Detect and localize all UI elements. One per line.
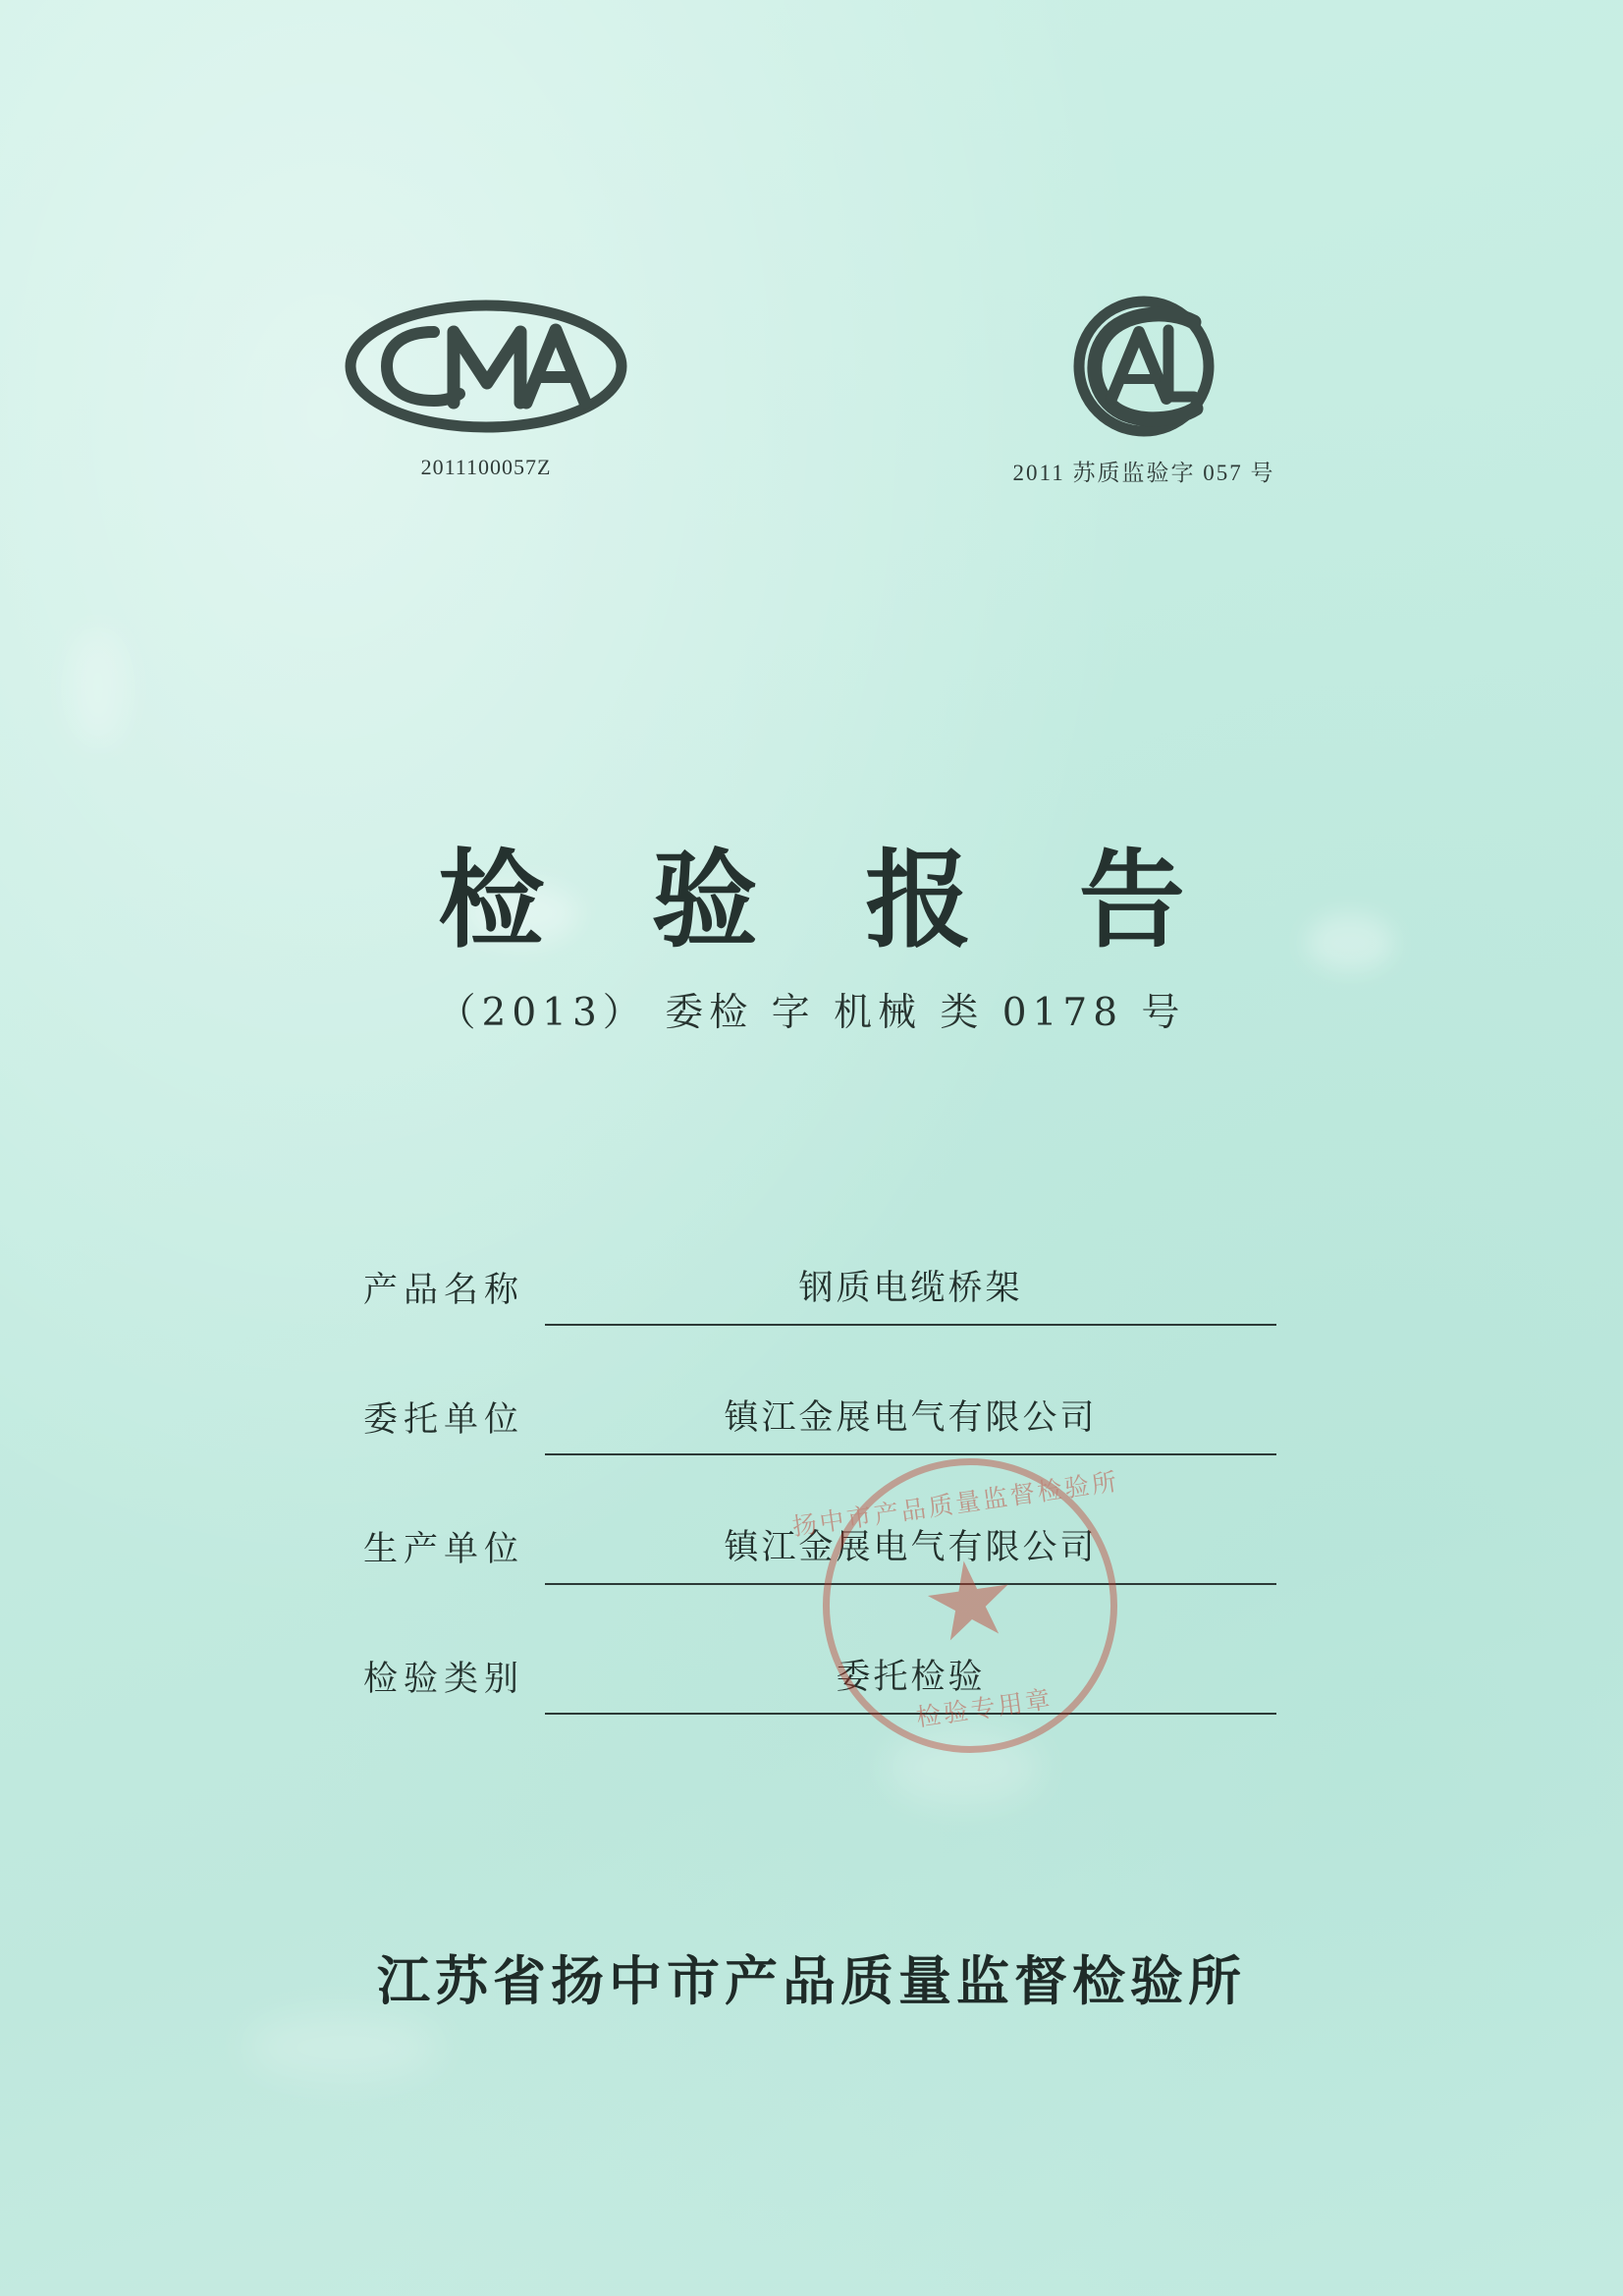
field-row	[363, 1636, 1276, 1766]
field-label-inspection-type: 检验类别	[363, 1660, 525, 1699]
field-underline	[545, 1324, 1276, 1326]
cma-mark-icon	[324, 285, 648, 447]
field-value-inspection-type: 委托检验	[836, 1658, 986, 1697]
cal-mark-icon	[982, 285, 1306, 447]
field-row	[363, 1506, 1276, 1636]
paper-blotch	[69, 629, 128, 746]
field-value-client-unit: 镇江金展电气有限公司	[724, 1398, 1098, 1438]
seal-top-text-label: 扬中市产品质量监督检验所	[790, 1468, 1121, 1542]
report-number: （2013） 委检 字 机械 类 0178 号	[437, 991, 1186, 1035]
field-row	[363, 1247, 1276, 1377]
field-underline	[545, 1713, 1276, 1715]
issuing-institute: 江苏省扬中市产品质量监督检验所	[377, 1949, 1246, 2012]
field-value-manufacturer: 镇江金展电气有限公司	[724, 1528, 1098, 1567]
page-title: 检 验 报 告	[438, 839, 1220, 962]
field-list	[363, 1247, 1276, 1766]
cal-mark-code: 2011 苏质监验字 057 号	[1012, 461, 1275, 485]
cma-mark-block	[324, 285, 648, 480]
field-row	[363, 1377, 1276, 1506]
paper-blotch	[245, 2013, 442, 2082]
accreditation-marks	[0, 285, 1623, 540]
field-underline	[545, 1583, 1276, 1585]
field-underline	[545, 1453, 1276, 1455]
field-label-product-name: 产品名称	[363, 1271, 525, 1310]
cal-mark-block	[982, 285, 1306, 487]
seal-bottom-text-label: 检验专用章	[914, 1686, 1055, 1732]
field-value-product-name: 钢质电缆桥架	[798, 1269, 1023, 1308]
field-label-client-unit: 委托单位	[363, 1400, 525, 1440]
field-label-manufacturer: 生产单位	[363, 1530, 525, 1569]
cma-mark-code: 2011100057Z	[420, 455, 552, 479]
